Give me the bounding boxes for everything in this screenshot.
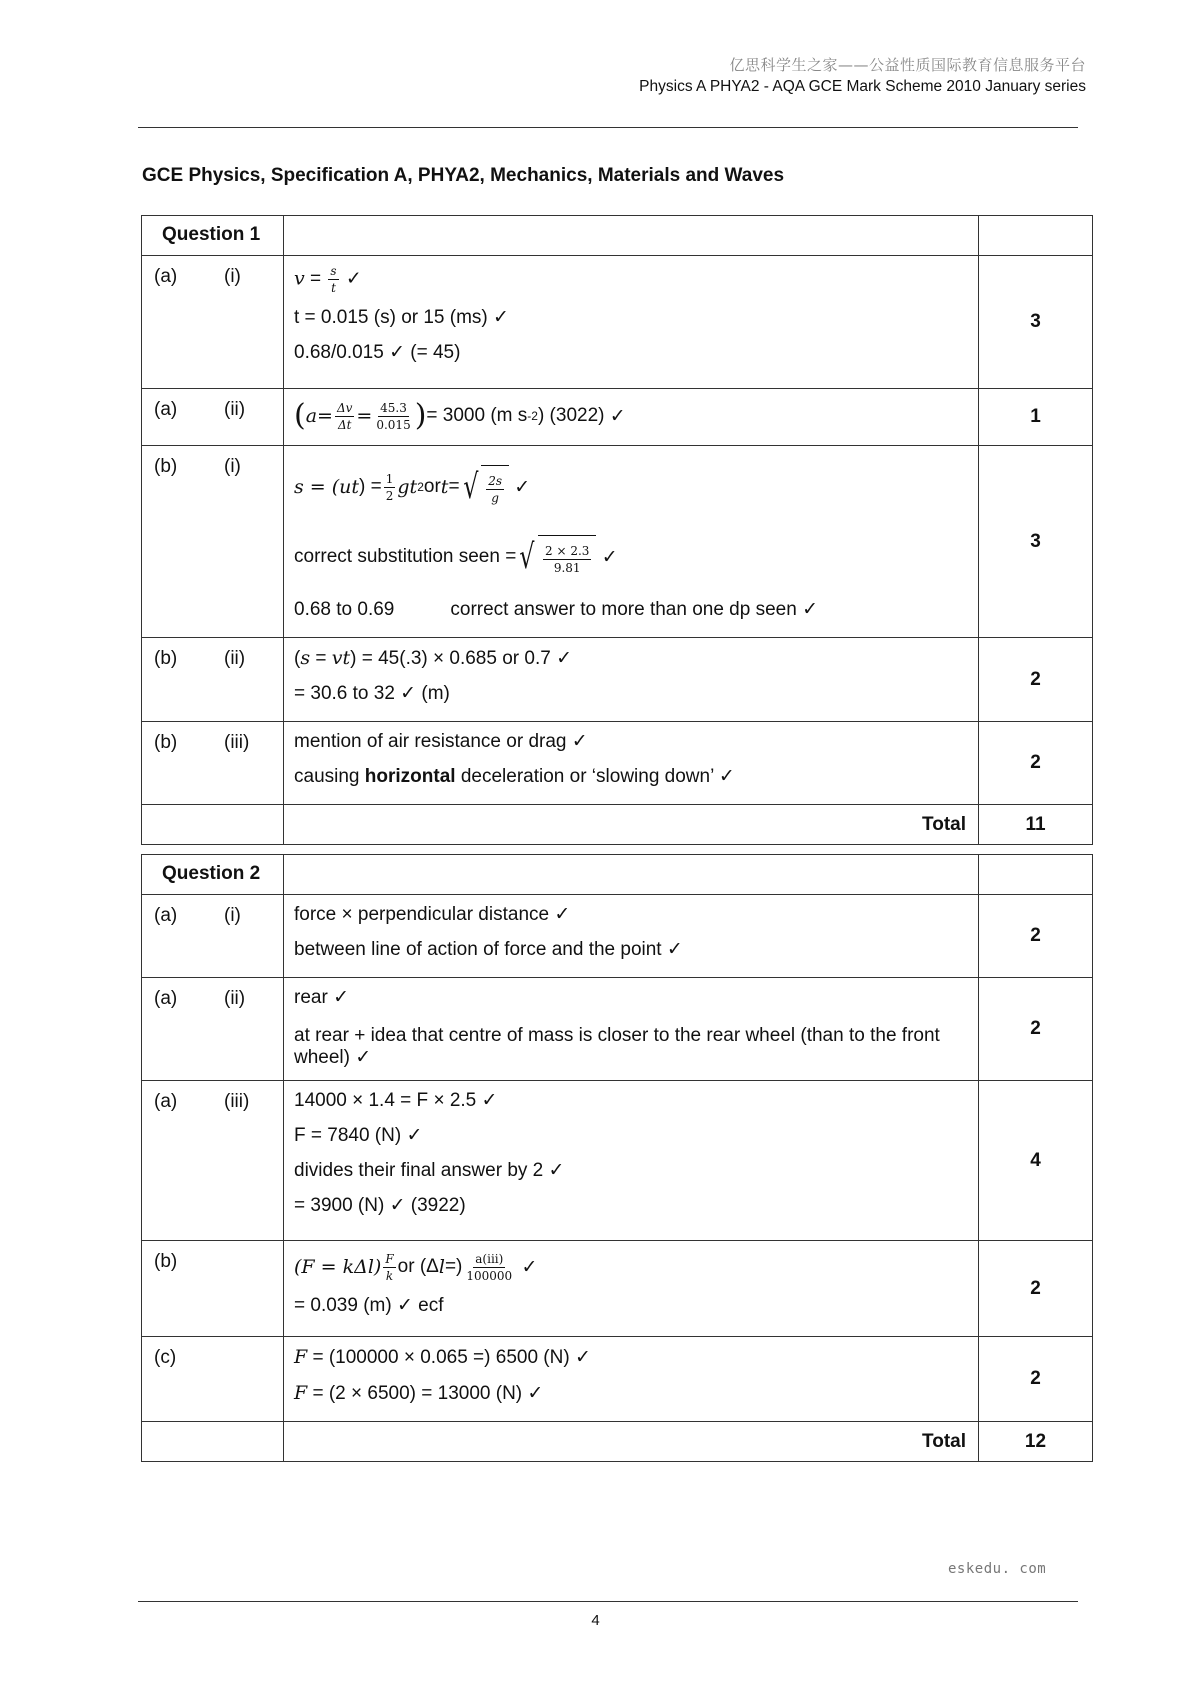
mark-cell: 2 [979, 1241, 1093, 1337]
table-row: (c) F = (100000 × 0.065 =) 6500 (N) ✓ F = (2 × 6500) = 13000 (N) ✓ 2 [142, 1337, 1093, 1422]
total-value: 12 [979, 1422, 1093, 1462]
question-heading: Question 1 [142, 216, 284, 256]
header-rule [138, 127, 1078, 128]
footer-rule [138, 1601, 1078, 1602]
mark-cell: 2 [979, 722, 1093, 805]
watermark: eskedu. com [948, 1561, 1047, 1577]
table-row: (a) (i) force × perpendicular distance ✓ between line of action of force and the point ✓ 2 [142, 895, 1093, 978]
tick-icon: ✓ [548, 1160, 565, 1181]
tick-icon: ✓ [493, 307, 509, 328]
question-1-table [141, 215, 1093, 845]
mark-cell: 2 [979, 895, 1093, 978]
table-row [142, 805, 1093, 845]
page-title: GCE Physics, Specification A, PHYA2, Mechanics, Materials and Waves [142, 165, 785, 186]
tick-icon: ✓ [406, 1125, 423, 1146]
tick-icon: ✓ [601, 546, 618, 568]
answer-cell: s = ( ut ) = $\frac{1}{2}$ gt 2 or t = √ $\frac{2s}{g}$ ✓ correct substitution seen = √ $\frac{2 \times 2.3}{9.81}$ ✓ 0.68 to 0.69 correct answer to more than one dp seen ✓ [284, 446, 979, 638]
answer-cell: 14000 × 1.4 = F × 2.5 ✓ F = 7840 (N) ✓ divides their final answer by 2 ✓ = 3900 (N) ✓ (3922) [284, 1081, 979, 1241]
table-row: (a) (ii) rear ✓ at rear + idea that centre of mass is closer to the rear wheel (than to the front wheel) ✓ 2 [142, 978, 1093, 1081]
answer-cell: v = $\frac{s}{t}$ ✓ t = 0.015 (s) or 15 (ms) ✓ 0.68/0.015 ✓ (= 45) [284, 256, 979, 389]
tick-icon: ✓ [609, 405, 626, 427]
answer-cell: (F = kΔl) $\frac{F}{k}$ or (Δ l =) $\frac{\text{a(iii)}}{100000}$ ✓ = 0.039 (m) ✓ ecf [284, 1241, 979, 1337]
answer-cell: rear ✓ at rear + idea that centre of mass is closer to the rear wheel (than to the front wheel) ✓ [284, 978, 979, 1081]
table-row: (b) (i) s = ( ut ) = $\frac{1}{2}$ gt 2 or t = √ $\frac{2s}{g}$ ✓ correct substitution seen = √ $\frac{2 \times 2.3}{9.81}$ ✓ 0.68 to 0.69 correct answer to more than one dp seen ✓ 3 [142, 446, 1093, 638]
tick-icon: ✓ [355, 1047, 372, 1068]
table-row [142, 855, 1093, 895]
mark-cell: 1 [979, 389, 1093, 446]
total-label: Total [284, 1422, 979, 1462]
tick-icon: ✓ [718, 766, 735, 787]
table-row: (b) (ii) (s = vt) = 45(.3) × 0.685 or 0.7 ✓ = 30.6 to 32 ✓ (m) 2 [142, 638, 1093, 722]
answer-cell: force × perpendicular distance ✓ between line of action of force and the point ✓ [284, 895, 979, 978]
answer-cell: (s = vt) = 45(.3) × 0.685 or 0.7 ✓ = 30.6 to 32 ✓ (m) [284, 638, 979, 722]
tick-icon: ✓ [521, 1256, 538, 1278]
tick-icon: ✓ [554, 904, 571, 925]
total-value: 11 [979, 805, 1093, 845]
table-row: (a) (ii) ( a = $\frac{\Delta v}{\Delta t}$ = $\frac{45.3}{0.015}$ ) = 3000 (m s -2 ) (3022) ✓ 1 [142, 389, 1093, 446]
document-header: Physics A PHYA2 - AQA GCE Mark Scheme 2010 January series [639, 78, 1086, 95]
tick-icon: ✓ [556, 648, 573, 669]
mark-cell: 3 [979, 446, 1093, 638]
mark-cell: 3 [979, 256, 1093, 389]
table-row: (b) (iii) mention of air resistance or drag ✓ causing horizontal deceleration or ‘slowing down’ ✓ 2 [142, 722, 1093, 805]
mark-cell: 2 [979, 978, 1093, 1081]
table-row [142, 216, 1093, 256]
tick-icon: ✓ [527, 1383, 544, 1404]
mark-cell: 2 [979, 638, 1093, 722]
mark-cell: 2 [979, 1337, 1093, 1422]
tick-icon: ✓ [481, 1090, 498, 1111]
answer-cell: mention of air resistance or drag ✓ causing horizontal deceleration or ‘slowing down’ ✓ [284, 722, 979, 805]
question-2-table [141, 854, 1093, 1462]
answer-cell: F = (100000 × 0.065 =) 6500 (N) ✓ F = (2 × 6500) = 13000 (N) ✓ [284, 1337, 979, 1422]
tick-icon: ✓ [802, 599, 818, 620]
table-row [142, 256, 1093, 389]
tick-icon: ✓ [514, 476, 531, 498]
tick-icon: ✓ [571, 731, 588, 752]
table-row: (b) (F = kΔl) $\frac{F}{k}$ or (Δ l =) $\frac{\text{a(iii)}}{100000}$ ✓ = 0.039 (m) ✓ ecf 2 [142, 1241, 1093, 1337]
page-number: 4 [591, 1612, 600, 1629]
tick-icon: ✓ [666, 939, 683, 960]
tick-icon: ✓ [345, 268, 362, 290]
site-header: 亿思科学生之家——公益性质国际教育信息服务平台 [729, 56, 1086, 74]
table-row: (a) (iii) 14000 × 1.4 = F × 2.5 ✓ F = 7840 (N) ✓ divides their final answer by 2 ✓ = 3900 (N) ✓ (3922) 4 [142, 1081, 1093, 1241]
tick-icon: ✓ [333, 987, 349, 1008]
table-row [142, 1422, 1093, 1462]
answer-cell: ( a = $\frac{\Delta v}{\Delta t}$ = $\frac{45.3}{0.015}$ ) = 3000 (m s -2 ) (3022) ✓ [284, 389, 979, 446]
subpart-label: (i) [224, 266, 241, 287]
mark-cell: 4 [979, 1081, 1093, 1241]
fraction: $\frac{s}{t}$ [330, 264, 337, 295]
tick-icon: ✓ [574, 1347, 591, 1368]
total-label: Total [284, 805, 979, 845]
question-heading: Question 2 [142, 855, 284, 895]
part-label: (a) [154, 266, 178, 287]
